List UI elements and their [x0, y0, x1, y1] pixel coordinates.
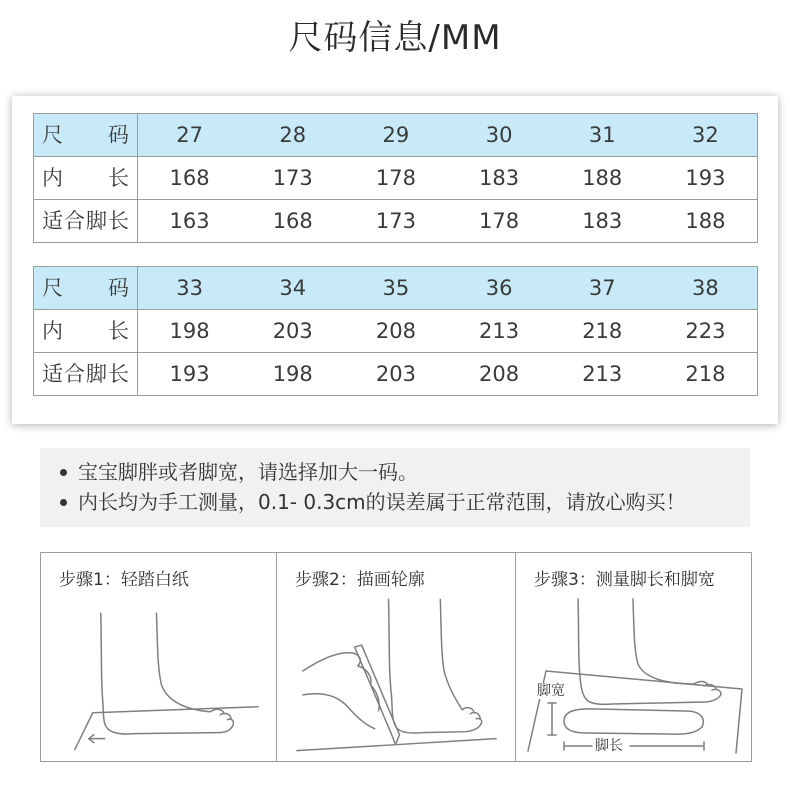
size-value: 28: [279, 123, 307, 147]
size-value: 29: [382, 123, 410, 147]
sole-outline: [396, 724, 481, 733]
page-title: 尺码信息/MM: [288, 18, 502, 58]
inner-length-value: 203: [272, 319, 313, 343]
step-2-panel: [277, 553, 516, 761]
toes-outline: [210, 709, 233, 724]
foot-length-label: 脚长: [595, 738, 623, 754]
traced-foot-outline: [564, 709, 703, 734]
leg-front-outline: [440, 599, 462, 710]
measuring-steps: [40, 552, 752, 762]
size-value: 31: [588, 123, 616, 147]
length-arrow: [564, 742, 704, 750]
width-bracket: [548, 703, 556, 735]
size-row-header: [34, 114, 757, 156]
row-label-size: 尺码: [34, 267, 138, 309]
inner-length-value: 198: [169, 319, 210, 343]
inner-length-value: 188: [582, 166, 623, 190]
row-label-foot-length: 适合脚长: [34, 200, 138, 242]
inner-length-row: [34, 309, 757, 352]
size-value: 35: [382, 276, 410, 300]
foot-length-value: 173: [375, 209, 416, 233]
foot-length-value: 163: [169, 209, 210, 233]
inner-length-value: 208: [375, 319, 416, 343]
foot-length-value: 168: [272, 209, 313, 233]
size-row-header: [34, 267, 757, 309]
inner-length-value: 223: [685, 319, 726, 343]
foot-length-value: 183: [582, 209, 623, 233]
size-value: 36: [485, 276, 513, 300]
size-value: 33: [176, 276, 203, 300]
hand-outline: [303, 653, 379, 729]
row-label-foot-length: 适合脚长: [34, 353, 138, 395]
size-notes: [40, 448, 750, 527]
row-label-inner-length: 内长: [34, 310, 138, 352]
foot-length-value: 203: [375, 362, 416, 386]
inner-length-value: 213: [479, 319, 520, 343]
size-value: 38: [692, 276, 719, 300]
size-value: 32: [692, 123, 719, 147]
step-2-title: 步骤2：描画轮廓: [295, 570, 425, 590]
row-label-inner-length: 内长: [34, 157, 138, 199]
foot-length-value: 213: [582, 362, 623, 386]
foot-length-row: [34, 199, 757, 242]
toes-outline: [462, 708, 482, 724]
foot-length-row: [34, 352, 757, 395]
size-table-1: [33, 113, 758, 243]
foot-length-value: 208: [479, 362, 520, 386]
foot-length-value: 218: [685, 362, 726, 386]
foot-length-value: 198: [272, 362, 313, 386]
foot-length-value: 178: [479, 209, 520, 233]
sole-outline: [108, 725, 233, 734]
size-table-2: [33, 266, 758, 396]
inner-length-value: 218: [582, 319, 623, 343]
leg-back-outline: [101, 613, 108, 729]
size-value: 30: [485, 123, 513, 147]
note-item: [40, 487, 750, 517]
inner-length-value: 193: [685, 166, 726, 190]
inner-length-value: 183: [479, 166, 520, 190]
bullet-icon: [60, 499, 67, 506]
note-text: 内长均为手工测量，0.1- 0.3cm的误差属于正常范围，请放心购买！: [78, 490, 686, 514]
size-value: 37: [588, 276, 616, 300]
size-value: 34: [279, 276, 307, 300]
toes-outline: [694, 681, 721, 694]
size-value: 27: [176, 123, 203, 147]
leg-front-outline: [157, 613, 211, 712]
leg-front-outline: [633, 599, 694, 684]
sole-outline: [586, 694, 721, 704]
inner-length-row: [34, 156, 757, 199]
bullet-icon: [60, 469, 67, 476]
step-1-panel: [41, 553, 277, 761]
inner-length-value: 178: [375, 166, 416, 190]
step-3-title: 步骤3：测量脚长和脚宽: [534, 570, 715, 590]
foot-length-value: 188: [685, 209, 726, 233]
inner-length-value: 173: [272, 166, 313, 190]
leg-back-outline: [578, 599, 586, 699]
inner-length-value: 168: [169, 166, 210, 190]
foot-width-label: 脚宽: [537, 683, 565, 699]
note-item: [40, 457, 750, 487]
row-label-size: 尺码: [34, 114, 138, 156]
step-1-title: 步骤1：轻踏白纸: [59, 570, 189, 590]
note-text: 宝宝脚胖或者脚宽，请选择加大一码。: [78, 460, 418, 484]
size-table-card: [12, 96, 778, 424]
step-3-panel: [516, 553, 751, 761]
arrow-left-icon: [89, 735, 105, 743]
leg-back-outline: [389, 599, 397, 727]
foot-length-value: 193: [169, 362, 210, 386]
